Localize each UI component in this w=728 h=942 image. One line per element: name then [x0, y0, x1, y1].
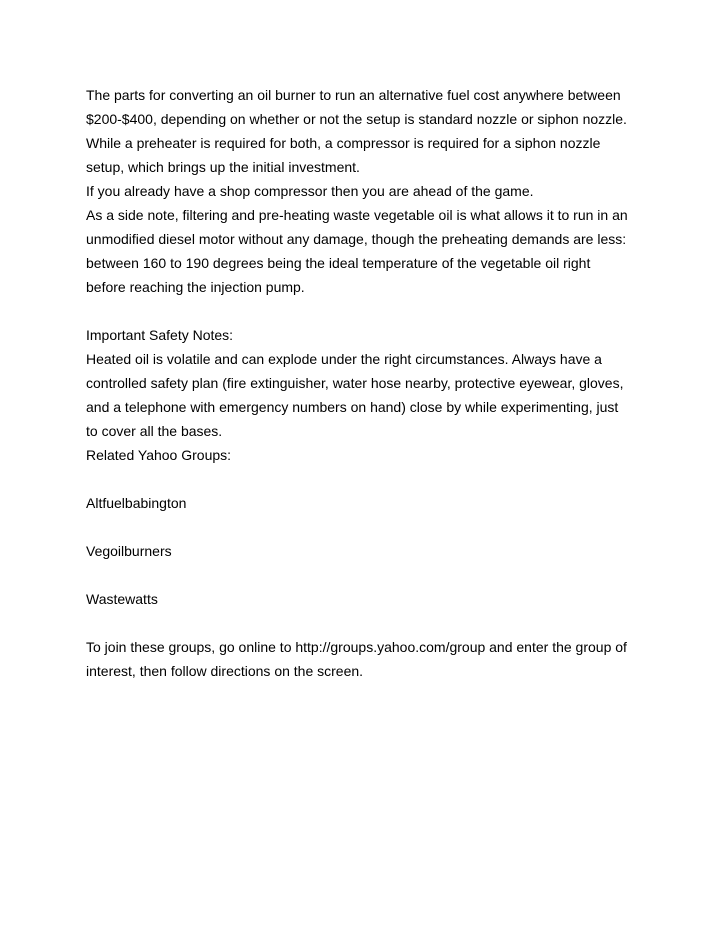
- text-line: unmodified diesel motor without any damage, though the preheating demands are less:: [86, 231, 627, 247]
- document-page: [86, 83, 686, 683]
- group-name: Wastewatts: [86, 591, 158, 607]
- text-line: If you already have a shop compressor then you are ahead of the game.: [86, 183, 534, 199]
- text-line: controlled safety plan (fire extinguisher, water hose nearby, protective eyewear, gloves,: [86, 375, 624, 391]
- text-line: Heated oil is volatile and can explode under the right circumstances. Always have a: [86, 351, 602, 367]
- blank-line: [86, 467, 686, 491]
- blank-line: [86, 515, 686, 539]
- blank-line: [86, 611, 686, 635]
- paragraph-parts-cost: [86, 83, 686, 179]
- text-line: and a telephone with emergency numbers on hand) close by while experimenting, just: [86, 399, 619, 415]
- safety-heading: Important Safety Notes:: [86, 327, 234, 343]
- groups-section: [86, 443, 686, 635]
- text-line: setup, which brings up the initial investment.: [86, 159, 360, 175]
- text-line: interest, then follow directions on the screen.: [86, 663, 364, 679]
- safety-section: [86, 323, 686, 443]
- text-line: To join these groups, go online to http://groups.yahoo.com/group and enter the group of: [86, 639, 627, 655]
- text-line: $200-$400, depending on whether or not the setup is standard nozzle or siphon nozzle.: [86, 111, 627, 127]
- text-line: before reaching the injection pump.: [86, 279, 305, 295]
- text-line: to cover all the bases.: [86, 423, 223, 439]
- paragraph-shop-compressor: [86, 179, 686, 203]
- groups-heading: Related Yahoo Groups:: [86, 447, 232, 463]
- text-line: While a preheater is required for both, a compressor is required for a siphon nozzle: [86, 135, 601, 151]
- join-instructions: [86, 635, 686, 683]
- blank-line: [86, 563, 686, 587]
- text-line: The parts for converting an oil burner to run an alternative fuel cost anywhere between: [86, 87, 621, 103]
- group-name: Vegoilburners: [86, 543, 172, 559]
- text-line: As a side note, filtering and pre-heating waste vegetable oil is what allows it to run in an: [86, 207, 628, 223]
- paragraph-side-note: [86, 203, 686, 299]
- group-name: Altfuelbabington: [86, 495, 187, 511]
- text-line: between 160 to 190 degrees being the ideal temperature of the vegetable oil right: [86, 255, 591, 271]
- blank-line: [86, 299, 686, 323]
